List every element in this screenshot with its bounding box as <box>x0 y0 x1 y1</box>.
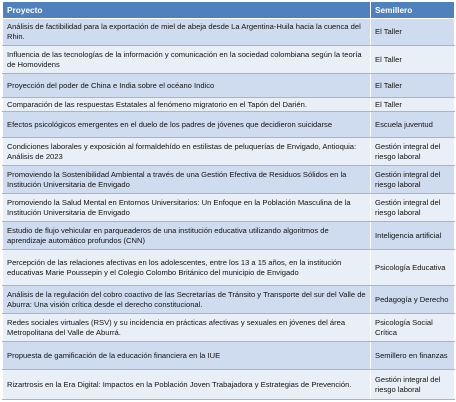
cell-semillero: El Taller <box>371 98 455 112</box>
cell-semillero: Escuela juventud <box>371 112 455 138</box>
cell-semillero: Gestión integral del riesgo laboral <box>371 166 455 194</box>
table-row <box>3 138 455 166</box>
table-row <box>3 194 455 222</box>
cell-proyecto: Análisis de la regulación del cobro coactivo de las Secretarías de Tránsito y Transporte del sur del Valle de Aburra: Una visión crítica desde el derecho constitucional. <box>3 286 371 314</box>
cell-semillero: Gestión integral del riesgo laboral <box>371 138 455 166</box>
table-row <box>3 166 455 194</box>
cell-semillero: Psicología Social Crítica <box>371 314 455 342</box>
cell-semillero: Psicología Educativa <box>371 250 455 286</box>
cell-proyecto: Proyección del poder de China e India sobre el océano Indico <box>3 74 371 98</box>
cell-proyecto: Promoviendo la Salud Mental en Entornos Universitarios: Un Enfoque en la Población Masculina de la Institución Universitaria de Envigado <box>3 194 371 222</box>
header-semillero: Semillero <box>371 2 455 19</box>
projects-table-container <box>2 1 454 400</box>
table-row <box>3 74 455 98</box>
table-header-row <box>3 2 455 19</box>
cell-semillero: El Taller <box>371 19 455 46</box>
cell-proyecto: Condiciones laborales y exposición al formaldehído en estilistas de peluquerías de Envigado, Antioquia: Análisis de 2023 <box>3 138 371 166</box>
cell-proyecto: Efectos psicológicos emergentes en el duelo de los padres de jóvenes que decidieron suicidarse <box>3 112 371 138</box>
table-row <box>3 46 455 74</box>
table-row <box>3 370 455 400</box>
cell-proyecto: Promoviendo la Sostenibilidad Ambiental a través de una Gestión Efectiva de Residuos Sólidos en la Institución Universitaria de Envigado <box>3 166 371 194</box>
cell-proyecto: Estudio de flujo vehicular en parqueaderos de una institución educativa utilizando algoritmos de aprendizaje automático profundos (CNN) <box>3 222 371 250</box>
cell-proyecto: Redes sociales virtuales (RSV) y su incidencia en prácticas afectivas y sexuales en jóvenes del área Metropolitana del Valle de Aburrá. <box>3 314 371 342</box>
cell-proyecto: Percepción de las relaciones afectivas en los adolescentes, entre los 13 a 15 años, en la institución educativas Marie Poussepin y el Colegio Colombo Británico del municipio de Envigado <box>3 250 371 286</box>
table-row <box>3 222 455 250</box>
cell-semillero: Semillero en finanzas <box>371 342 455 370</box>
projects-table <box>2 1 455 400</box>
table-row <box>3 19 455 46</box>
table-row <box>3 250 455 286</box>
table-row <box>3 342 455 370</box>
cell-semillero: Inteligencia artificial <box>371 222 455 250</box>
cell-semillero: Gestión integral del riesgo laboral <box>371 194 455 222</box>
cell-proyecto: Comparación de las respuestas Estatales al fenómeno migratorio en el Tapón del Darién. <box>3 98 371 112</box>
table-row <box>3 98 455 112</box>
table-row <box>3 314 455 342</box>
cell-semillero: El Taller <box>371 46 455 74</box>
cell-proyecto: Análisis de factibilidad para la exportación de miel de abeja desde La Argentina-Huila hacia la cuenca del Rhin. <box>3 19 371 46</box>
table-row <box>3 286 455 314</box>
table-row <box>3 112 455 138</box>
header-proyecto: Proyecto <box>3 2 371 19</box>
cell-semillero: Pedagogía y Derecho <box>371 286 455 314</box>
cell-semillero: El Taller <box>371 74 455 98</box>
cell-semillero: Gestión integral del riesgo laboral <box>371 370 455 400</box>
cell-proyecto: Propuesta de gamificación de la educación financiera en la IUE <box>3 342 371 370</box>
cell-proyecto: Rizartrosis en la Era Digital: Impactos en la Población Joven Trabajadora y Estrategias de Prevención. <box>3 370 371 400</box>
cell-proyecto: Influencia de las tecnologías de la información y comunicación en la sociedad colombiana según la teoría de Homovidens <box>3 46 371 74</box>
